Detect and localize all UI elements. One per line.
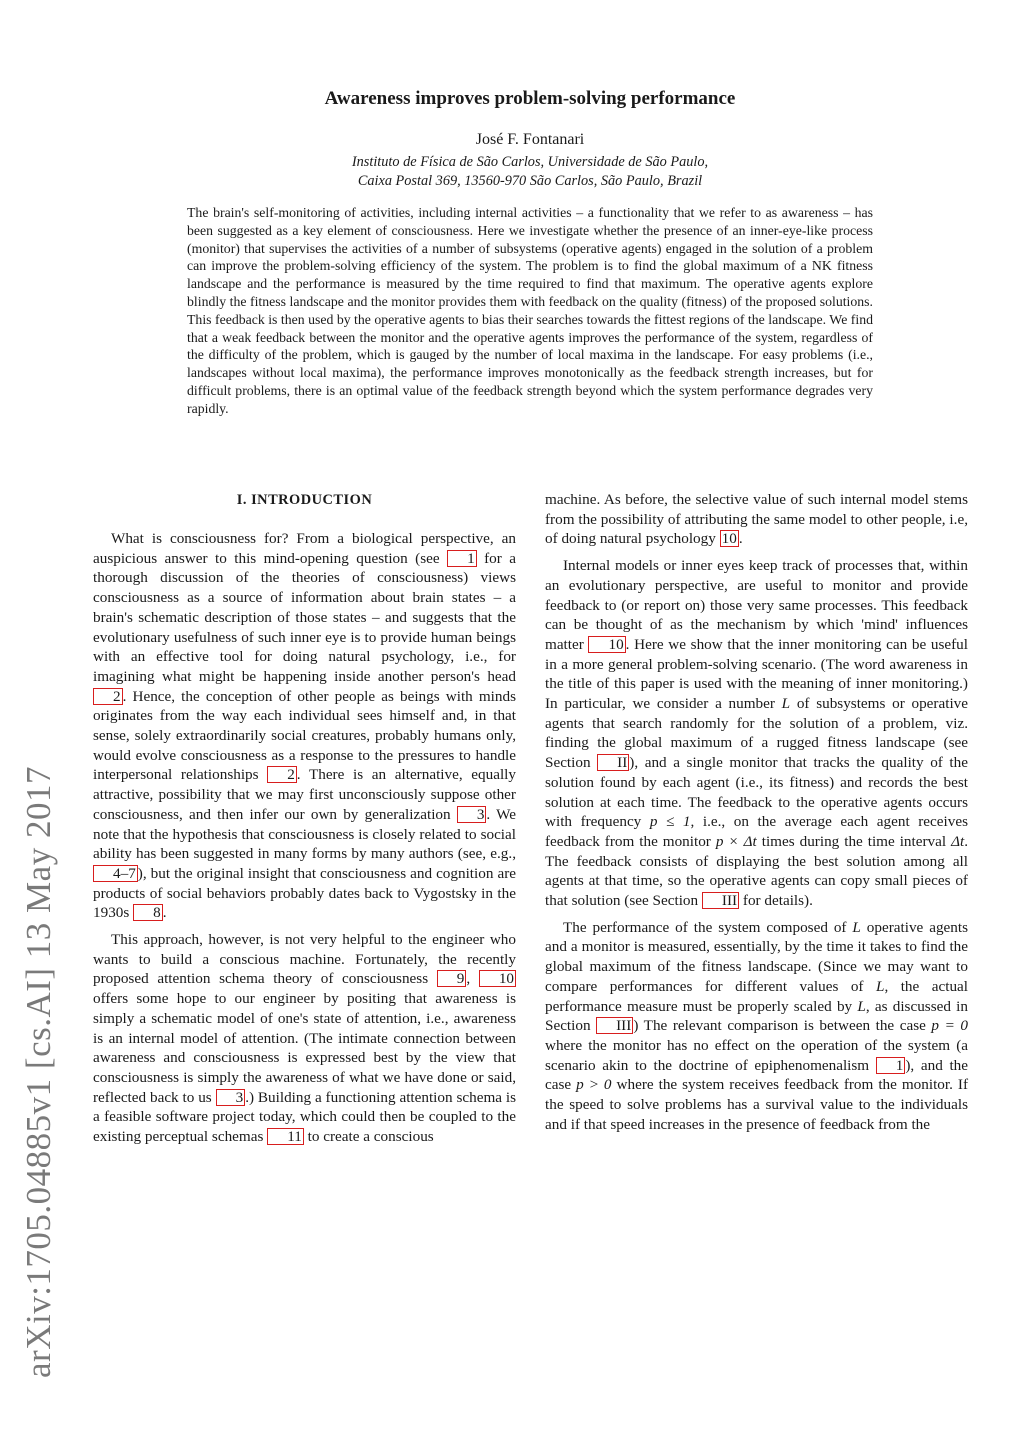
text-run: ) The relevant comparison is between the case (633, 1017, 932, 1035)
affiliation-line-2: Caixa Postal 369, 13560-970 São Carlos, São Paulo, Brazil (357, 173, 703, 189)
text-run: where the monitor has no effect on the operation of the system (a scenario akin to the doctrine of epiphenomenalism (545, 1036, 968, 1074)
citation-link[interactable]: 2 (267, 766, 297, 783)
text-run: for a thorough discussion of the theories of consciousness) views consciousness as a source of information about brain states – a brain's schematic description of those states – and suggests that the evolutionary usefulness of such inner eye is to provide human beings with an effective tool for doing natural psychology, i.e., for imagining what might be happening inside another person's head (93, 549, 516, 685)
left-column (93, 490, 516, 1147)
citation-link[interactable]: 10 (588, 636, 625, 653)
section-link[interactable]: III (596, 1017, 633, 1034)
text-run: where the system receives feedback from the monitor. If the speed to solve problems has a survival value to the individuals and if that speed increases in the presence of feedback from the (545, 1076, 968, 1133)
affiliation-line-1: Instituto de Física de São Carlos, Universidade de São Paulo, (351, 154, 709, 170)
intro-paragraph-3 (545, 556, 968, 911)
text-run: . The feedback consists of displaying the best solution among all agents at that time, so the operative agents can copy small pieces of that solution (see Section (545, 832, 968, 910)
text-run: Internal models or inner eyes keep track of processes that, within an evolutionary perspective, are useful to monitor and provide feedback to (or report on) those very same processes. This feedback can be thought of as the mechanism by which 'mind' influences matter (545, 557, 968, 653)
text-run: operative agents and a monitor is measured, essentially, by the time it takes to find the global maximum of the fitness landscape. (Since we may want to compare performances for different values of (545, 918, 968, 995)
paper-title: Awareness improves problem-solving performance (324, 88, 736, 109)
citation-link[interactable]: 4–7 (93, 865, 138, 882)
text-run: for details). (739, 892, 813, 910)
text-run: ), and the case (545, 1056, 969, 1094)
text-run: .) Building a functioning attention schema is a feasible software project today, which could then be coupled to the existing perceptual schemas (93, 1088, 516, 1146)
text-run: offers some hope to our engineer by positing that awareness is simply a schematic model of one's state of attention, i.e., awareness is an internal model of attention. (The intimate connection between awareness and consciousness is expressed best by the view that consciousness is simply the awareness of what we have done or said, reflected back to us (93, 990, 516, 1106)
text-run: , i.e., on the average each agent receives feedback from the monitor (545, 813, 968, 850)
citation-link[interactable]: 3 (457, 806, 487, 823)
section-link[interactable]: II (597, 754, 629, 771)
math-symbol: L (875, 977, 885, 995)
math-expression: p ≤ 1 (649, 813, 691, 831)
arxiv-identifier: arXiv:1705.04885v1 [cs.AI] 13 May 2017 (19, 766, 58, 1378)
text-run: . There is an alternative, equally attractive, possibility that we may first unconsciously suppose other consciousness, and then infer our own by generalization (93, 766, 516, 823)
section-heading-introduction: I. INTRODUCTION (236, 492, 373, 508)
right-column (545, 490, 968, 1135)
text-run: times during the time interval (756, 832, 952, 850)
math-symbol: L (852, 918, 861, 936)
text-run: . We note that the hypothesis that consciousness is closely related to social ability has been suggested in many forms by many authors (see, e.g., (93, 805, 516, 863)
text-run: This approach, however, is not very helpful to the engineer who wants to build a conscious machine. Fortunately, the recently proposed attention schema theory of consciousness (93, 931, 516, 988)
math-expression: p × Δt (715, 832, 757, 850)
text-run: What is consciousness for? From a biological perspective, an auspicious answer to this mind-opening question (see (93, 530, 516, 567)
intro-paragraph-1 (93, 529, 516, 923)
intro-paragraph-2 (93, 930, 516, 1147)
abstract: The brain's self-monitoring of activities, including internal activities – a functionality that we refer to as awareness – has been suggested as a key element of consciousness. Here we investigate whether the presence of an inner-eye-like process (monitor) that supervises the activities of a number of subsystems (operative agents) engaged in the solution of a problem can improve the problem-solving efficiency of the system. The problem is to find the global maximum of a NK fitness landscape and the performance is measured by the time required to find that maximum. The operative agents explore blindly the fitness landscape and the monitor provides them with feedback on the quality (fitness) of the proposed solutions. This feedback is then used by the operative agents to bias their searches towards the fittest regions of the landscape. We find that a weak feedback between the monitor and the operative agents improves the performance of the system, regardless of the difficulty of the problem, which is gauged by the number of local maxima in the landscape. For easy problems (i.e., landscapes without local maxima), the performance improves monotonically as the feedback strength increases, but for difficult problems, there is an optimal value of the feedback strength beyond which the system performance degrades very rapidly. (187, 205, 873, 416)
text-run: . (162, 904, 167, 922)
citation-link[interactable]: 1 (876, 1057, 906, 1074)
text-run: , (466, 970, 479, 988)
text-run: The performance of the system composed of (563, 918, 853, 936)
text-run: , the actual performance measure must be properly scaled by (545, 977, 969, 1015)
author-name: José F. Fontanari (475, 131, 585, 148)
citation-link[interactable]: 11 (267, 1128, 304, 1145)
author-affiliation (150, 153, 910, 191)
intro-paragraph-2-continued (545, 490, 968, 549)
section-link[interactable]: III (702, 892, 739, 909)
citation-link[interactable]: 10 (479, 970, 516, 987)
text-run: . Hence, the conception of other people as beings with minds originates from the way each individual sees himself and, in that sense, solely extraordinarily social creatures, probably humans only, would evolve consciousness as a response to the pressures to handle interpersonal relationships (93, 687, 516, 784)
text-run: ), and a single monitor that tracks the quality of the solution found by each agent (i.e., its fitness) and records the best solution at each time. The feedback to the operative agents occurs with frequency (545, 754, 968, 831)
text-run: to create a conscious (303, 1128, 434, 1146)
math-symbol: L (781, 695, 791, 713)
citation-link[interactable]: 8 (133, 904, 163, 921)
text-run: ), but the original insight that consciousness and cognition are products of social behaviors probably dates back to Vygostsky in the 1930s (93, 864, 516, 922)
citation-link[interactable]: 10 (721, 530, 737, 548)
text-run: . Here we show that the inner monitoring can be useful in a more general problem-solving scenario. (The word awareness in the title of this paper is used with the meaning of inner monitoring.) In particular, we consider a number (545, 635, 968, 713)
citation-link[interactable]: 2 (93, 688, 123, 705)
text-run: . (738, 530, 743, 548)
citation-link[interactable]: 3 (216, 1089, 246, 1106)
math-expression: p > 0 (576, 1076, 612, 1094)
math-expression: p = 0 (931, 1017, 968, 1035)
text-run: , as discussed in Section (545, 997, 968, 1035)
citation-link[interactable]: 9 (437, 970, 467, 987)
math-expression: Δt (951, 832, 965, 850)
text-run: machine. As before, the selective value of such internal model stems from the possibility of attributing the same model to other people, i.e, of doing natural psychology (545, 491, 968, 548)
math-symbol: L (857, 997, 866, 1015)
citation-link[interactable]: 1 (447, 550, 477, 567)
text-run: of subsystems or operative agents that search randomly for the solution of a problem, viz. finding the global maximum of a rugged fitness landscape (see Section (545, 695, 968, 772)
intro-paragraph-4 (545, 918, 968, 1135)
